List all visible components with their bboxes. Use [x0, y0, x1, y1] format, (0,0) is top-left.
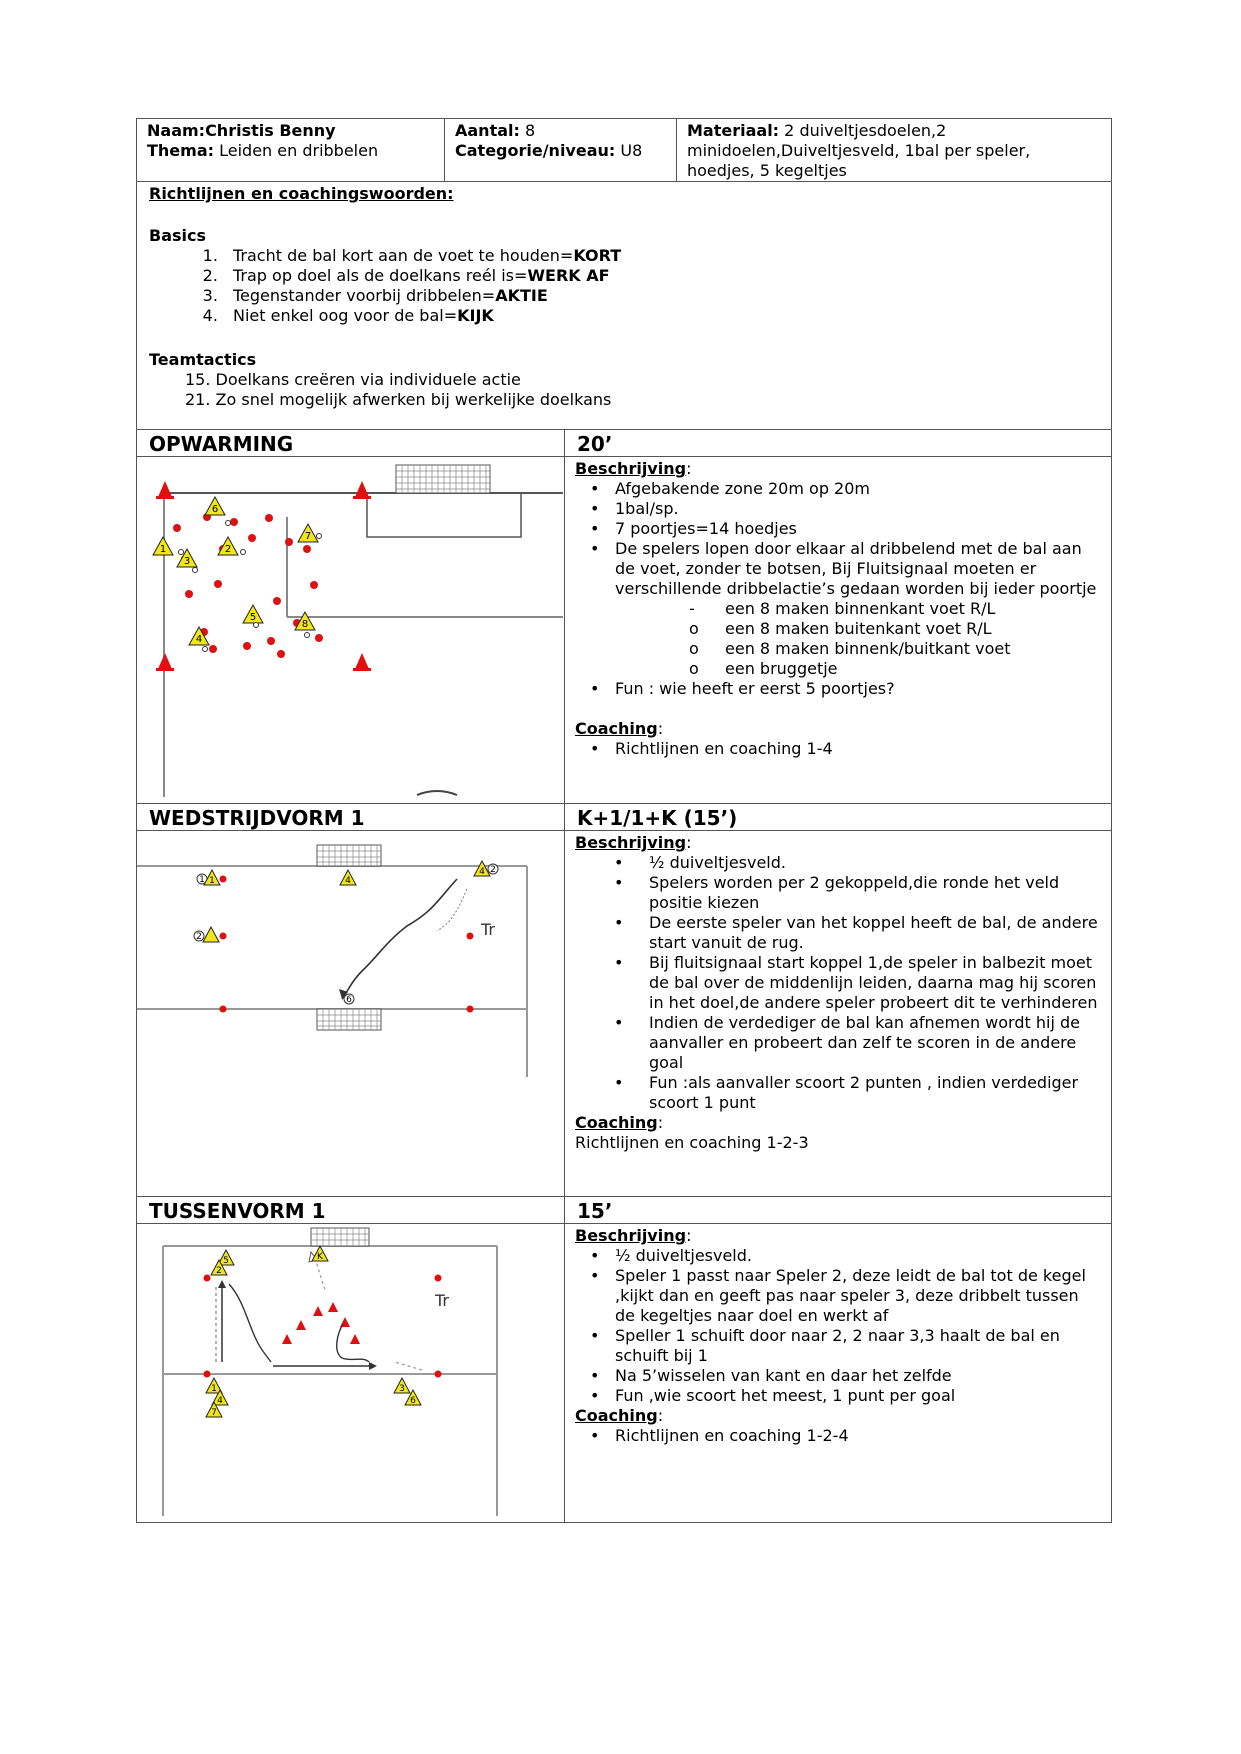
warmup-text: Beschrijving: • Afgebakende zone 20m op 20m • 1bal/sp. • 7 poortjes=14 hoedjes • De spelers lopen door elkaar al dribbelend met de bal aan de voet, zonder te botsen, Bij Fluitsignaal moeten er verschillende dribbelactie’s gedaan worden bij ieder poortje - een 8 maken binnenkant voet R/L o een 8 maken buitenkant voet R/L o een 8 maken binnenk/buitkant voet o een bruggetje • Fun : wie heeft er eerst 5 poortjes? Coaching: • Richtlijnen en coaching 1-4: [564, 457, 1111, 803]
between-item: • Speller 1 schuift door naar 2, 2 naar 3,3 haalt de bal en schuift bij 1: [615, 1326, 1101, 1366]
between-item: • ½ duiveltjesveld.: [615, 1246, 1101, 1266]
between-diagram: [137, 1224, 564, 1522]
svg-text:2: 2: [196, 932, 202, 942]
svg-text:6: 6: [211, 504, 219, 515]
match-diagram: [137, 831, 564, 1196]
goal-net: [396, 465, 490, 493]
hat-markers: [204, 1275, 442, 1378]
guidelines-title: Richtlijnen en coachingswoorden:: [149, 184, 454, 203]
between-time: 15’: [564, 1197, 1111, 1223]
warmup-item: • 1bal/sp.: [615, 499, 1101, 519]
player-markers: [194, 861, 498, 1005]
guidelines-row: [137, 181, 1111, 429]
svg-text:1: 1: [159, 544, 167, 555]
player-cone: [203, 927, 219, 942]
match-item: • Spelers worden per 2 gekoppeld,die ronde het veld positie kiezen: [649, 873, 1101, 913]
between-text: Beschrijving: • ½ duiveltjesveld. • Speler 1 passt naar Speler 2, deze leidt de bal tot de kegel ,kijkt dan en geeft pas naar speler 3, deze dribbelt tussen de kegeltjes naar doel en werkt af • Speller 1 schuift door naar 2, 2 naar 3,3 haalt de bal en schuift bij 1 • Na 5’wisselen van kant en daar het zelfde • Fun ,wie scoort het meest, 1 punt per goal Coaching: • Richtlijnen en coaching 1-2-4: [564, 1224, 1111, 1522]
svg-text:7: 7: [304, 531, 312, 542]
goal-net: [317, 845, 381, 866]
corner-cone: [353, 653, 371, 671]
between-title-row: [137, 1196, 1111, 1223]
warmup-sub-item: - een 8 maken binnenkant voet R/L: [689, 599, 996, 618]
goal-net: [317, 1009, 381, 1030]
warmup-item: • De spelers lopen door elkaar al dribbelend met de bal aan de voet, zonder te botsen, Bij Fluitsignaal moeten er verschillende dribbelactie’s gedaan worden bij ieder poortje: [615, 539, 1101, 599]
warmup-title-row: [137, 429, 1111, 456]
basics-title: Basics: [149, 226, 207, 245]
svg-text:K: K: [317, 1252, 323, 1262]
svg-text:1: 1: [209, 876, 215, 886]
warmup-time: 20’: [564, 430, 1111, 456]
aantal-label: Aantal:: [455, 121, 520, 140]
between-field-diagram: [137, 1224, 563, 1522]
warmup-title: OPWARMING: [149, 432, 294, 456]
warmup-fun-list: [575, 679, 1101, 699]
warmup-coaching-item: • Richtlijnen en coaching 1-4: [615, 739, 1101, 759]
thema-value: Leiden en dribbelen: [219, 141, 379, 160]
materiaal-value: 2 duiveltjesdoelen,2 minidoelen,Duiveltjesveld, 1bal per speler, hoedjes, 5 kegeltjes: [687, 121, 1031, 180]
match-item: • Fun :als aanvaller scoort 2 punten , indien verdediger scoort 1 punt: [649, 1073, 1101, 1113]
name-theme-cell: [137, 119, 444, 181]
warmup-diagram: [137, 457, 564, 803]
match-title-row: [137, 803, 1111, 830]
naam-value: Christis Benny: [205, 121, 336, 140]
between-coaching-list: [575, 1426, 1101, 1446]
materiaal-label: Materiaal:: [687, 121, 780, 140]
header-row: [137, 119, 1111, 181]
basics-item: 3. Tegenstander voorbij dribbelen=AKTIE: [223, 286, 1101, 306]
svg-text:3: 3: [399, 1384, 405, 1394]
warmup-fun: • Fun : wie heeft er eerst 5 poortjes?: [615, 679, 1101, 699]
svg-text:8: 8: [301, 619, 309, 630]
goal-net: [311, 1228, 369, 1246]
count-category-cell: [444, 119, 676, 181]
basics-item: 4. Niet enkel oog voor de bal=KIJK: [223, 306, 1101, 326]
match-item: • Indien de verdediger de bal kan afnemen wordt hij de aanvaller en probeert dan zelf te scoren in de andere goal: [649, 1013, 1101, 1073]
between-coaching-item: • Richtlijnen en coaching 1-2-4: [615, 1426, 1101, 1446]
match-title: WEDSTRIJDVORM 1: [149, 806, 365, 830]
player-markers: [206, 1246, 421, 1418]
svg-text:1: 1: [211, 1384, 217, 1394]
svg-text:2: 2: [490, 865, 496, 875]
teamtactics-item: 21. Zo snel mogelijk afwerken bij werkelijke doelkans: [185, 390, 612, 409]
between-title: TUSSENVORM 1: [149, 1199, 326, 1223]
match-text: Beschrijving: • ½ duiveltjesveld. • Spelers worden per 2 gekoppeld,die ronde het veld positie kiezen • De eerste speler van het koppel heeft de bal, de andere start vanuit de rug. • Bij fluitsignaal start koppel 1,de speler in balbezit moet de bal over de middenlijn leiden, daarna mag hij scoren in het doel,de andere speler probeert dit te verhinderen • Indien de verdediger de bal kan afnemen wordt hij de aanvaller en probeert dan zelf te scoren in de andere goal • Fun :als aanvaller scoort 2 punten , indien verdediger scoort 1 punt Coaching: Richtlijnen en coaching 1-2-3: [564, 831, 1111, 1196]
material-cell: [676, 119, 1111, 181]
naam-label: Naam:: [147, 121, 206, 140]
match-time: K+1/1+K (15’): [564, 804, 1111, 830]
svg-text:2: 2: [224, 544, 232, 555]
svg-text:2: 2: [216, 1266, 222, 1276]
between-body-row: [137, 1223, 1111, 1522]
warmup-item: • Afgebakende zone 20m op 20m: [615, 479, 1101, 499]
match-items: [575, 853, 1101, 1113]
svg-text:6: 6: [346, 995, 352, 1005]
warmup-field-diagram: [137, 457, 563, 803]
warmup-coaching-list: [575, 739, 1101, 759]
warmup-sub-item: o een 8 maken buitenkant voet R/L: [689, 619, 992, 638]
warmup-items: [575, 479, 1101, 599]
session-sheet: [136, 118, 1112, 1523]
svg-text:4: 4: [479, 867, 485, 877]
categorie-value: U8: [620, 141, 643, 160]
corner-cone: [353, 481, 371, 499]
warmup-sub-item: o een 8 maken binnenk/buitkant voet: [689, 639, 1011, 658]
between-desc-label: Beschrijving: [575, 1226, 687, 1245]
teamtactics-title: Teamtactics: [149, 350, 257, 369]
svg-text:5: 5: [223, 1256, 229, 1266]
warmup-desc-label: Beschrijving: [575, 459, 687, 478]
basics-item: 2. Trap op doel als de doelkans reél is=WERK AF: [223, 266, 1101, 286]
between-item: • Fun ,wie scoort het meest, 1 punt per goal: [615, 1386, 1101, 1406]
thema-label: Thema:: [147, 141, 215, 160]
warmup-item: • 7 poortjes=14 hoedjes: [615, 519, 1101, 539]
svg-text:4: 4: [217, 1396, 223, 1406]
warmup-sub-items: [575, 599, 1101, 679]
svg-text:1: 1: [199, 875, 205, 885]
basics-list: [149, 246, 1101, 326]
between-coaching-label: Coaching: [575, 1406, 658, 1425]
svg-text:5: 5: [249, 612, 257, 623]
svg-text:4: 4: [345, 876, 351, 886]
aantal-value: 8: [525, 121, 536, 140]
warmup-sub-item: o een bruggetje: [689, 659, 838, 678]
trainer-label: Tr: [435, 1291, 449, 1310]
match-item: • ½ duiveltjesveld.: [649, 853, 1101, 873]
match-desc-label: Beschrijving: [575, 833, 687, 852]
corner-cone: [156, 481, 174, 499]
guidelines-cell: [137, 182, 1111, 429]
match-body-row: [137, 830, 1111, 1196]
between-items: [575, 1246, 1101, 1406]
svg-text:7: 7: [211, 1408, 217, 1418]
corner-cone: [156, 653, 174, 671]
between-item: • Na 5’wisselen van kant en daar het zelfde: [615, 1366, 1101, 1386]
match-item: • Bij fluitsignaal start koppel 1,de speler in balbezit moet de bal over de middenlijn leiden, daarna mag hij scoren in het doel,de andere speler probeert dit te verhinderen: [649, 953, 1101, 1013]
between-item: • Speler 1 passt naar Speler 2, deze leidt de bal tot de kegel ,kijkt dan en geeft pas naar speler 3, deze dribbelt tussen de kegeltjes naar doel en werkt af: [615, 1266, 1101, 1326]
svg-text:4: 4: [195, 634, 203, 645]
svg-text:6: 6: [410, 1396, 416, 1406]
trainer-label: Tr: [481, 920, 495, 939]
match-field-diagram: [137, 831, 563, 1196]
match-item: • De eerste speler van het koppel heeft de bal, de andere start vanuit de rug.: [649, 913, 1101, 953]
warmup-coaching-label: Coaching: [575, 719, 658, 738]
warmup-body-row: [137, 456, 1111, 803]
match-coaching-text: Richtlijnen en coaching 1-2-3: [575, 1133, 809, 1152]
match-coaching-label: Coaching: [575, 1113, 658, 1132]
categorie-label: Categorie/niveau:: [455, 141, 616, 160]
teamtactics-item: 15. Doelkans creëren via individuele actie: [185, 370, 521, 389]
svg-text:3: 3: [183, 556, 191, 567]
basics-item: 1. Tracht de bal kort aan de voet te houden=KORT: [223, 246, 1101, 266]
slalom-cones: [282, 1302, 360, 1344]
